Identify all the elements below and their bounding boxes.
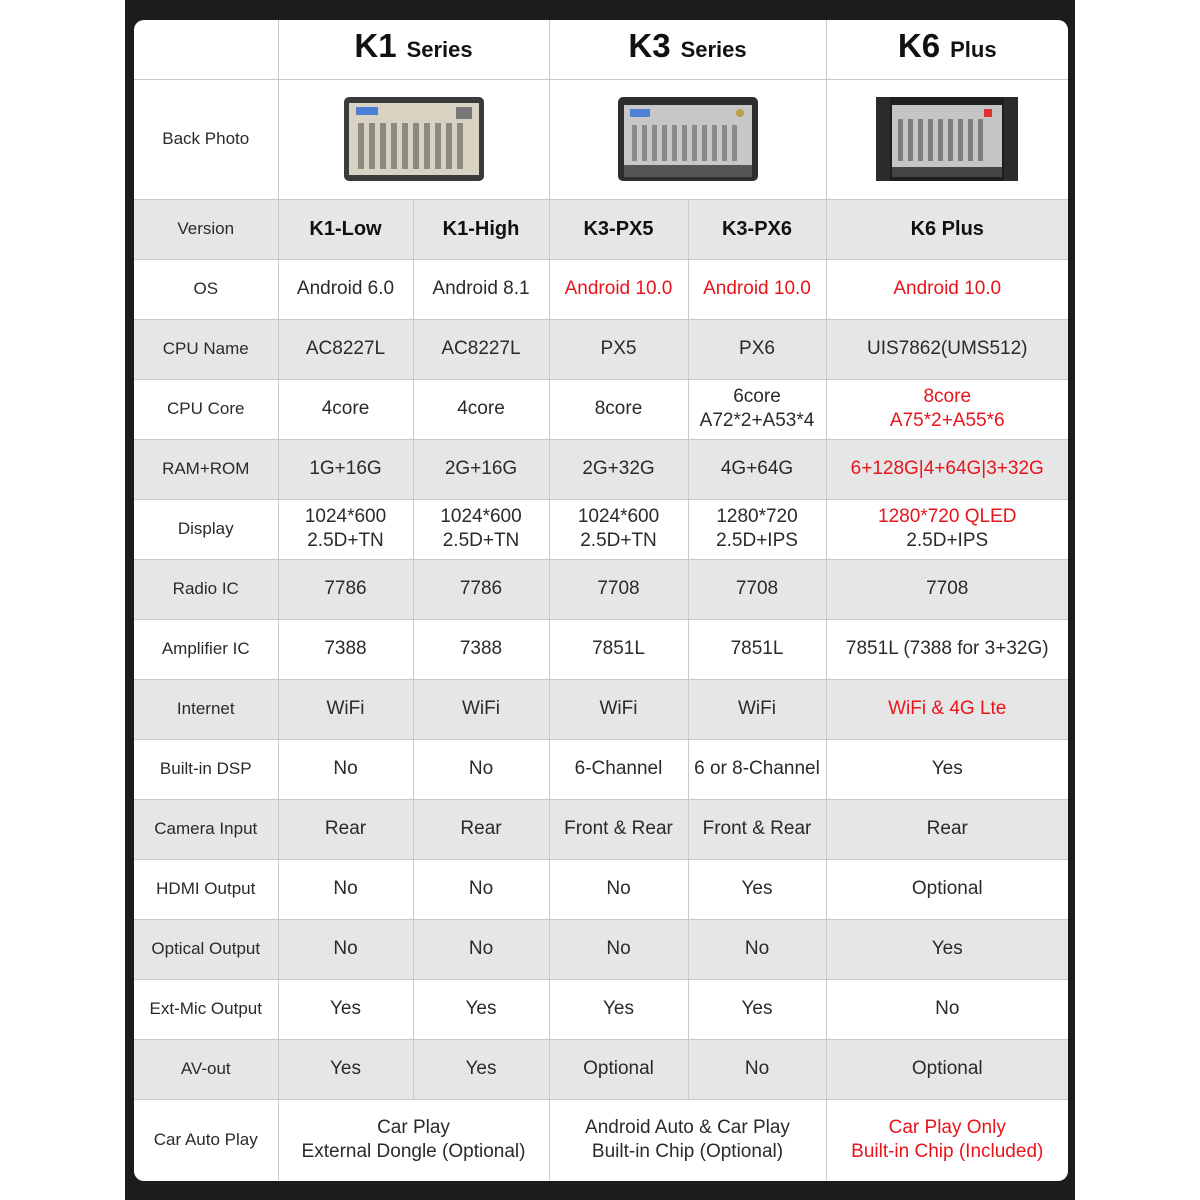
spec-value-line: No [333,758,358,779]
spec-value-line: 1024*600 [440,506,522,527]
header-row [134,20,1068,79]
spec-value-line: 8core [594,398,643,419]
spec-value-line: WiFi [326,698,365,719]
spec-row [134,1039,1068,1099]
spec-value-line: WiFi [738,698,776,719]
spec-value-line: Front & Rear [702,818,812,839]
spec-label: Built-in DSP [134,739,278,799]
spec-value-k3-px6 [688,619,826,679]
spec-value-k6-plus [826,319,1068,379]
k1-back-photo [278,79,549,199]
spec-value-k1-low [278,259,413,319]
spec-label: Display [134,499,278,559]
version-row [134,199,1068,259]
spec-value-k1-high [413,679,549,739]
spec-value-k1-high [413,319,549,379]
k3-name: K3 [628,27,671,65]
spec-value-k1-low [278,439,413,499]
spec-value-k1-low [278,1039,413,1099]
spec-value-k3-px5 [549,679,688,739]
spec-row [134,859,1068,919]
spec-value-line: No [744,938,770,959]
car-auto-play-k3 [549,1099,826,1180]
car-auto-play-line: Android Auto & Car Play [585,1116,790,1138]
spec-value-line: 7786 [459,578,503,599]
spec-row [134,739,1068,799]
spec-value-k1-low [278,559,413,619]
header-empty-cell [134,20,278,79]
k1-suffix: Series [406,37,473,63]
spec-value-line: Yes [931,938,963,959]
version-label: Version [134,199,278,259]
spec-value-line: No [333,878,358,899]
k3-back-photo [549,79,826,199]
spec-value-line: Android 8.1 [432,278,530,299]
k1-series-header [278,20,549,79]
spec-row [134,979,1068,1039]
spec-value-line: 2.5D+TN [307,530,384,551]
spec-value-line: Android 10.0 [703,278,811,299]
spec-value-line: 7786 [324,578,367,599]
k1-name: K1 [354,27,397,65]
spec-value-line: 1024*600 [577,506,660,527]
spec-label: Amplifier IC [134,619,278,679]
spec-value-line: No [744,1058,770,1079]
spec-value-line: 7388 [324,638,367,659]
spec-value-line: AC8227L [305,338,386,359]
spec-value-k6-plus [826,919,1068,979]
spec-value-k1-high [413,859,549,919]
spec-value-line: 2G+16G [444,458,518,479]
spec-value-line: No [606,938,631,959]
spec-value-line: 4core [321,398,370,419]
spec-value-k1-low [278,979,413,1039]
spec-value-line: 6 or 8-Channel [694,758,820,779]
spec-value-k3-px5 [549,1039,688,1099]
spec-value-line: 2.5D+IPS [906,530,989,551]
spec-label: CPU Name [134,319,278,379]
spec-value-k1-low [278,319,413,379]
spec-value-k6-plus [826,259,1068,319]
spec-value-k6-plus [826,859,1068,919]
spec-value-k3-px6 [688,1039,826,1099]
car-auto-play-line: Built-in Chip (Optional) [591,1140,784,1162]
comparison-panel [134,20,1068,1181]
spec-value-k1-low [278,919,413,979]
k6-plus-header [826,20,1068,79]
spec-value-line: WiFi [599,698,638,719]
spec-value-k1-low [278,799,413,859]
spec-value-k3-px5 [549,919,688,979]
spec-value-k3-px5 [549,439,688,499]
spec-row [134,259,1068,319]
spec-value-line: Optional [583,1058,654,1079]
spec-value-line: 6-Channel [574,758,663,779]
spec-label: Radio IC [134,559,278,619]
spec-value-k1-high [413,979,549,1039]
spec-value-line: Yes [465,1058,497,1079]
spec-value-k3-px6 [688,859,826,919]
spec-value-k1-high [413,439,549,499]
car-auto-play-row [134,1099,1068,1180]
spec-value-line: Rear [324,818,367,839]
spec-value-line: No [333,938,358,959]
spec-value-k3-px6 [688,919,826,979]
spec-value-k3-px5 [549,559,688,619]
spec-value-k6-plus [826,679,1068,739]
spec-value-line: 7851L (7388 for 3+32G) [845,638,1049,659]
spec-value-k3-px5 [549,619,688,679]
comparison-table [134,20,1068,1180]
spec-value-line: 2.5D+IPS [716,530,798,551]
spec-row [134,499,1068,559]
spec-row [134,799,1068,859]
spec-label: Optical Output [134,919,278,979]
spec-value-k1-low [278,499,413,559]
spec-value-line: 7708 [926,578,969,599]
spec-value-k6-plus [826,619,1068,679]
spec-value-line: No [468,938,494,959]
spec-value-line: Yes [931,758,963,779]
spec-value-line: Yes [741,998,773,1019]
spec-value-line: 1280*720 [716,506,798,527]
spec-value-line: Yes [465,998,497,1019]
spec-value-k6-plus [826,439,1068,499]
spec-value-k1-high [413,619,549,679]
spec-value-k3-px6 [688,319,826,379]
spec-value-k1-high [413,919,549,979]
spec-value-line: AC8227L [441,338,521,359]
spec-value-line: Yes [603,998,634,1019]
spec-value-k3-px5 [549,379,688,439]
spec-value-k1-low [278,679,413,739]
spec-value-k3-px6 [688,379,826,439]
spec-value-line: Android 10.0 [893,278,1002,299]
k6-back-panel-image [876,97,1018,181]
spec-value-line: WiFi [462,698,500,719]
car-auto-play-k6 [826,1099,1068,1180]
spec-value-line: Android 10.0 [564,278,673,299]
k6-name: K6 [897,27,941,65]
k3-suffix: Series [680,37,747,63]
spec-value-k3-px5 [549,259,688,319]
spec-value-line: 1024*600 [304,506,387,527]
spec-value-k3-px6 [688,439,826,499]
spec-value-line: A75*2+A55*6 [889,410,1005,431]
spec-value-line: 7708 [597,578,640,599]
spec-value-k6-plus [826,379,1068,439]
spec-value-line: PX5 [600,338,637,359]
spec-label: CPU Core [134,379,278,439]
spec-label: Internet [134,679,278,739]
car-auto-play-line: Built-in Chip (Included) [851,1140,1044,1162]
spec-row [134,619,1068,679]
spec-value-k3-px6 [688,739,826,799]
version-k3-px6: K3-PX6 [688,199,826,259]
spec-label: HDMI Output [134,859,278,919]
spec-value-line: 7851L [730,638,784,659]
k3-back-panel-image [618,97,758,181]
spec-value-line: PX6 [739,338,775,359]
spec-value-k3-px5 [549,859,688,919]
spec-value-k3-px6 [688,259,826,319]
spec-value-k3-px5 [549,499,688,559]
spec-value-k1-high [413,739,549,799]
spec-row [134,439,1068,499]
spec-label: RAM+ROM [134,439,278,499]
spec-value-k3-px5 [549,799,688,859]
spec-label: Camera Input [134,799,278,859]
spec-value-line: Yes [330,1058,361,1079]
k3-series-header [549,20,826,79]
spec-row [134,379,1068,439]
spec-value-k1-high [413,379,549,439]
spec-value-k1-low [278,619,413,679]
spec-value-k6-plus [826,799,1068,859]
spec-value-line: 6core [733,386,781,407]
spec-value-line: Optional [911,878,983,899]
spec-value-line: 2.5D+TN [442,530,520,551]
spec-value-k3-px5 [549,319,688,379]
spec-value-line: 1G+16G [309,458,382,479]
spec-row [134,919,1068,979]
spec-value-k3-px5 [549,739,688,799]
spec-label: Ext-Mic Output [134,979,278,1039]
spec-value-k1-high [413,559,549,619]
spec-value-line: 7851L [592,638,645,659]
spec-value-line: Optional [911,1058,983,1079]
spec-value-line: 7388 [459,638,503,659]
version-k6-plus: K6 Plus [826,199,1068,259]
spec-value-line: Yes [741,878,773,899]
spec-value-line: A72*2+A53*4 [699,410,815,431]
spec-value-k1-high [413,499,549,559]
back-photo-row [134,79,1068,199]
car-auto-play-line: Car Play Only [888,1116,1006,1138]
car-auto-play-k1 [278,1099,549,1180]
back-photo-label: Back Photo [134,79,278,199]
spec-value-k3-px6 [688,559,826,619]
spec-value-k6-plus [826,739,1068,799]
spec-value-line: Front & Rear [564,818,673,839]
version-k1-high: K1-High [413,199,549,259]
k6-suffix: Plus [950,37,997,63]
spec-value-line: 7708 [735,578,779,599]
spec-row [134,319,1068,379]
spec-value-k3-px5 [549,979,688,1039]
spec-value-line: 8core [923,386,972,407]
spec-value-line: 1280*720 QLED [878,506,1017,527]
spec-value-k3-px6 [688,499,826,559]
spec-label: OS [134,259,278,319]
spec-value-line: UIS7862(UMS512) [866,338,1028,359]
spec-row [134,679,1068,739]
spec-value-k6-plus [826,499,1068,559]
spec-value-line: Rear [460,818,502,839]
spec-value-k3-px6 [688,979,826,1039]
k6-back-photo [826,79,1068,199]
car-auto-play-line: Car Play [377,1116,450,1138]
version-k1-low: K1-Low [278,199,413,259]
spec-row [134,559,1068,619]
spec-value-line: No [935,998,960,1019]
spec-value-line: 4G+64G [720,458,794,479]
spec-value-line: No [606,878,631,899]
spec-value-line: Android 6.0 [296,278,395,299]
car-auto-play-line: External Dongle (Optional) [301,1140,526,1162]
spec-value-line: 4core [457,398,505,419]
spec-value-k1-low [278,859,413,919]
spec-value-k1-low [278,739,413,799]
spec-value-k1-high [413,799,549,859]
spec-value-line: 6+128G|4+64G|3+32G [850,458,1044,479]
spec-value-line: WiFi & 4G Lte [888,698,1007,719]
spec-value-k6-plus [826,1039,1068,1099]
spec-value-k3-px6 [688,799,826,859]
spec-value-k1-high [413,1039,549,1099]
k1-back-panel-image [344,97,484,181]
spec-value-k1-high [413,259,549,319]
spec-value-line: 2.5D+TN [580,530,657,551]
spec-value-line: Rear [926,818,968,839]
spec-value-k6-plus [826,559,1068,619]
spec-value-k1-low [278,379,413,439]
version-k3-px5: K3-PX5 [549,199,688,259]
spec-value-line: No [468,878,494,899]
spec-value-line: 2G+32G [582,458,655,479]
spec-value-line: No [468,758,494,779]
spec-value-k3-px6 [688,679,826,739]
spec-value-k6-plus [826,979,1068,1039]
spec-value-line: Yes [330,998,361,1019]
car-auto-play-label: Car Auto Play [134,1099,278,1180]
spec-label: AV-out [134,1039,278,1099]
